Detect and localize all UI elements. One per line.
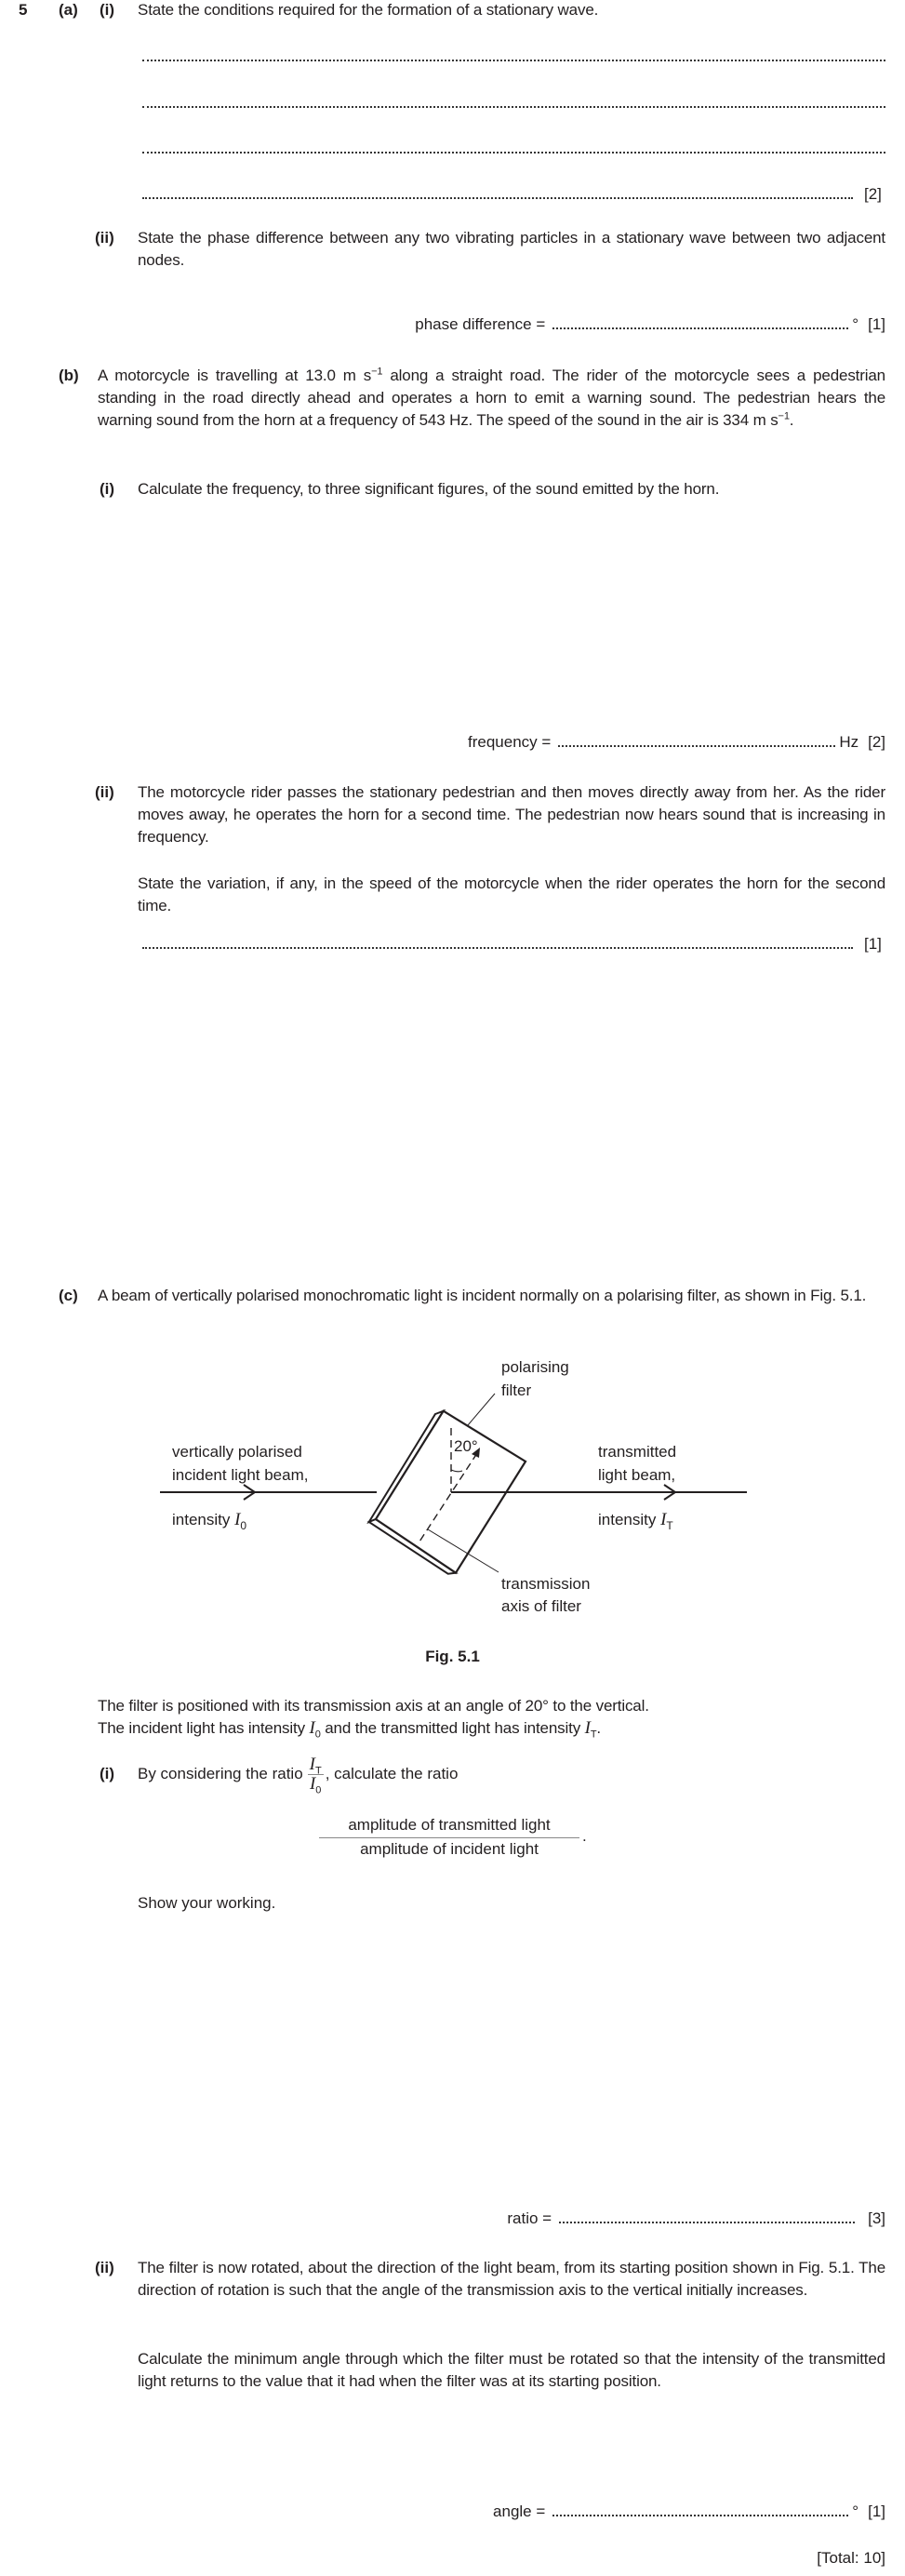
frequency-answer xyxy=(468,731,885,754)
fraction-period: . xyxy=(582,1827,587,1845)
angle-input[interactable] xyxy=(552,2515,848,2516)
marks-c-ii: [1] xyxy=(868,2503,885,2520)
part-b-i-label: (i) xyxy=(100,480,115,498)
label-axis-of-filter: axis of filter xyxy=(501,1597,581,1615)
part-b-intro: A motorcycle is travelling at 13.0 m $s^{-1}$ along a straight road. The rider of the motorcycle sees a pedestrian standing in the road directly ahead and operates a horn to emit a warning sound. The pedestrian hears the warning sound from the horn at a frequency of 543 Hz. The speed of the sound in the air is 334 m $s^{-1}$. xyxy=(98,366,885,429)
part-c-label: (c) xyxy=(59,1287,78,1304)
part-c-i-label: (i) xyxy=(100,1765,115,1782)
figure-5-1-diagram xyxy=(0,1340,905,1637)
label-transmitted-light-beam: light beam, xyxy=(598,1466,676,1484)
angle-unit: ° xyxy=(852,2503,859,2520)
ratio-answer xyxy=(507,2208,885,2230)
part-c-i-question: By considering the ratio $\frac{I_T}{I_0}$ , calculate the ratio xyxy=(138,1754,459,1795)
answer-line-a-i-2[interactable] xyxy=(142,106,885,108)
part-a-label: (a) xyxy=(59,1,78,19)
fraction-numerator: amplitude of transmitted light xyxy=(319,1814,579,1838)
label-incident-light-beam: incident light beam, xyxy=(172,1466,309,1484)
show-working: Show your working. xyxy=(138,1894,276,1912)
part-c-ii-text-1: The filter is now rotated, about the direction of the light beam, from its starting position shown in Fig. 5.1. The direction of rotation is such that the angle of the transmission axis to the vertical initially increases. xyxy=(138,2259,885,2299)
phase-difference-label: phase difference = xyxy=(415,315,546,333)
marks-b-i: [2] xyxy=(868,733,885,751)
label-transmission: transmission xyxy=(501,1575,591,1593)
part-a-ii-label: (ii) xyxy=(95,229,114,247)
label-intensity-incident: intensity $I_0$ xyxy=(172,1510,247,1532)
answer-line-b-ii[interactable] xyxy=(142,947,853,949)
angle-label: angle = xyxy=(493,2503,546,2520)
ratio-label: ratio = xyxy=(507,2209,552,2227)
part-b-ii-text-1: The motorcycle rider passes the stationary pedestrian and then moves directly away from her. As the rider moves away, he operates the horn for a second time. The pedestrian now hears sound that is increasing in frequency. xyxy=(138,783,885,846)
phase-difference-input[interactable] xyxy=(552,327,848,329)
total-marks: [Total: 10] xyxy=(817,2549,885,2567)
frequency-input[interactable] xyxy=(558,745,835,747)
part-c-intro: A beam of vertically polarised monochromatic light is incident normally on a polarising filter, as shown in Fig. 5.1. xyxy=(98,1287,867,1304)
part-c-text-1: The filter is positioned with its transmission axis at an angle of 20° to the vertical. xyxy=(98,1697,649,1715)
part-b-ii-label: (ii) xyxy=(95,783,114,801)
frequency-unit: Hz xyxy=(839,733,859,751)
answer-line-a-i-1[interactable] xyxy=(142,60,885,61)
ratio-input[interactable] xyxy=(559,2222,855,2223)
part-b-label: (b) xyxy=(59,367,79,384)
angle-answer xyxy=(493,2501,885,2523)
amplitude-ratio-fraction xyxy=(319,1814,579,1861)
angle-label: 20° xyxy=(454,1437,478,1455)
frequency-label: frequency = xyxy=(468,733,552,751)
label-transmitted: transmitted xyxy=(598,1443,677,1461)
marks-a-ii: [1] xyxy=(868,315,885,333)
phase-difference-answer xyxy=(415,314,885,336)
answer-line-a-i-4[interactable] xyxy=(142,197,853,199)
answer-line-a-i-3[interactable] xyxy=(142,152,885,153)
part-a-i-label: (i) xyxy=(100,1,115,19)
fraction-denominator: amplitude of incident light xyxy=(360,1840,539,1858)
marks-a-i: [2] xyxy=(864,185,882,203)
label-vertically-polarised: vertically polarised xyxy=(172,1443,302,1461)
label-intensity-transmitted: intensity $I_T$ xyxy=(598,1510,673,1532)
part-b-ii-text-2: State the variation, if any, in the speed of the motorcycle when the rider operates the horn for the second time. xyxy=(138,874,885,914)
part-c-text-2: The incident light has intensity $I_0$ and the transmitted light has intensity $I_T$. xyxy=(98,1718,601,1741)
part-a-ii-question: State the phase difference between any two vibrating particles in a stationary wave between two adjacent nodes. xyxy=(138,229,885,269)
phase-difference-unit: ° xyxy=(852,315,859,333)
part-b-i-question: Calculate the frequency, to three significant figures, of the sound emitted by the horn. xyxy=(138,480,720,498)
marks-c-i: [3] xyxy=(868,2209,885,2227)
part-c-ii-text-2: Calculate the minimum angle through which the filter must be rotated so that the intensity of the transmitted light returns to the value that it had when the filter was at its starting position. xyxy=(138,2350,885,2390)
label-filter: filter xyxy=(501,1381,532,1399)
intensity-ratio-fraction: $\frac{I_T}{I_0}$ xyxy=(309,1754,322,1795)
label-polarising: polarising xyxy=(501,1358,569,1376)
marks-b-ii: [1] xyxy=(864,935,882,953)
filter-leader-line xyxy=(468,1394,495,1425)
figure-title: Fig. 5.1 xyxy=(425,1648,480,1665)
question-number: 5 xyxy=(19,1,28,19)
part-a-i-question: State the conditions required for the formation of a stationary wave. xyxy=(138,1,599,19)
part-c-ii-label: (ii) xyxy=(95,2259,114,2276)
